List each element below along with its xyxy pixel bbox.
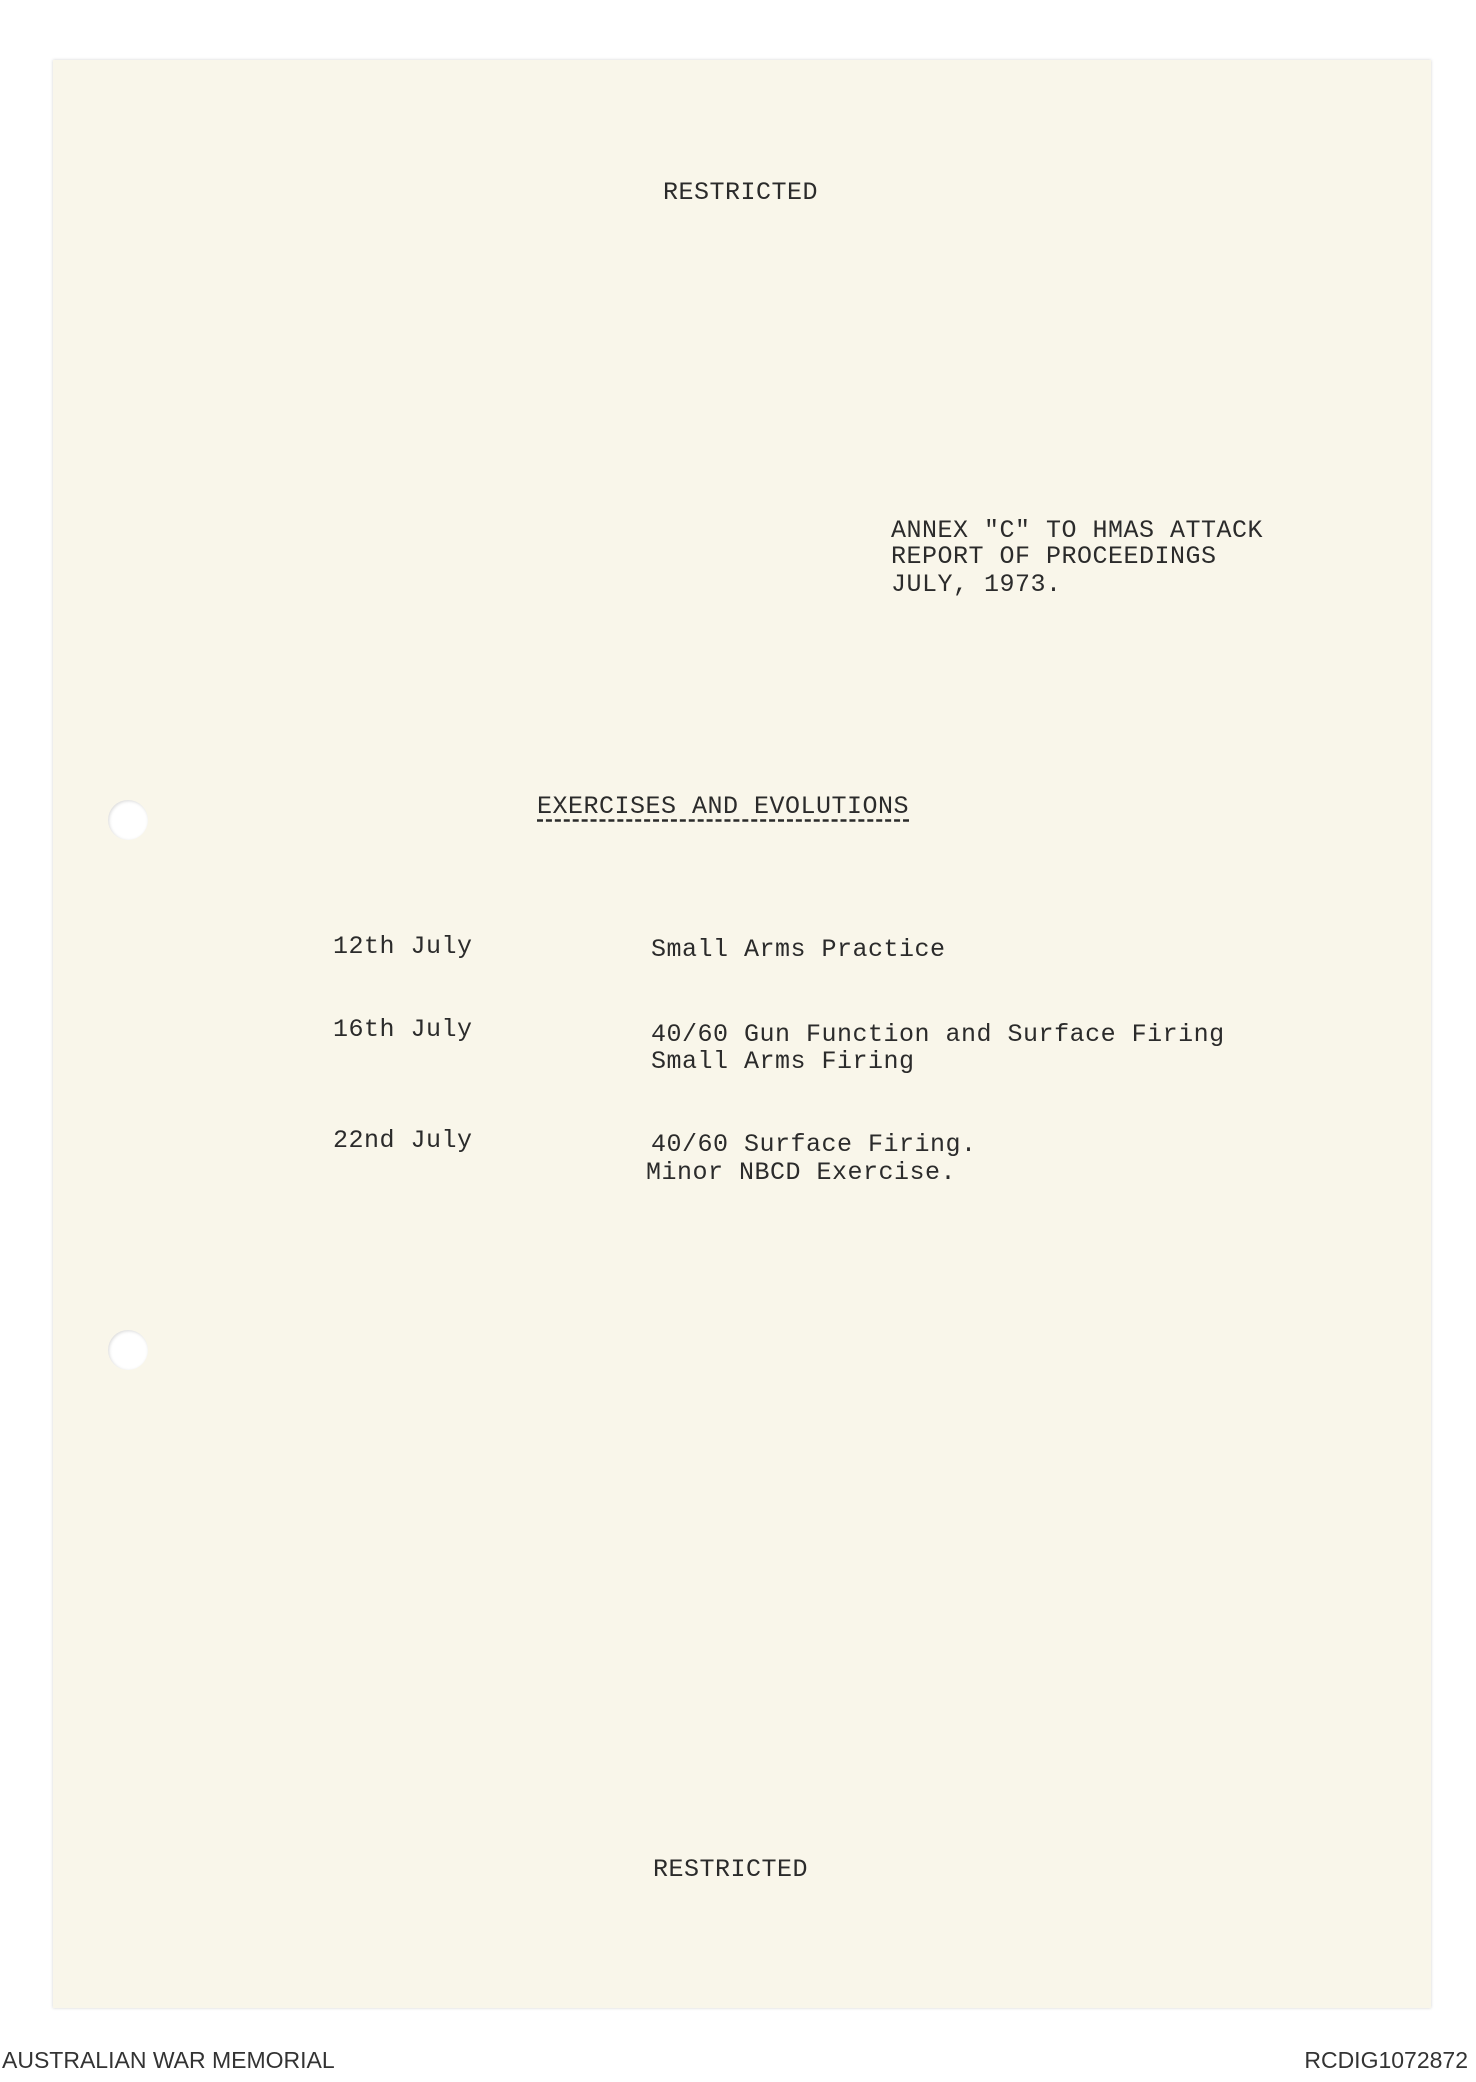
annex-line: ANNEX "C" TO HMAS ATTACK (891, 516, 1264, 545)
entry-activity: Minor NBCD Exercise. (646, 1158, 957, 1187)
section-heading: EXERCISES AND EVOLUTIONS (537, 792, 910, 821)
entry-date: 12th July (333, 932, 473, 961)
entry-activity: Small Arms Practice (651, 935, 946, 964)
entry-activity: 40/60 Gun Function and Surface Firing (651, 1020, 1225, 1049)
annex-line: JULY, 1973. (891, 570, 1062, 599)
punch-hole-bottom (108, 1330, 148, 1370)
footer-record-id: RCDIG1072872 (1304, 2047, 1468, 2073)
entry-date: 16th July (333, 1015, 473, 1044)
classification-bottom: RESTRICTED (653, 1855, 809, 1884)
entry-date: 22nd July (333, 1126, 473, 1155)
entry-activity: 40/60 Surface Firing. (651, 1130, 977, 1159)
annex-line: REPORT OF PROCEEDINGS (891, 542, 1217, 571)
entry-activity: Small Arms Firing (651, 1047, 915, 1076)
punch-hole-top (108, 800, 148, 840)
footer-institution: AUSTRALIAN WAR MEMORIAL (2, 2047, 335, 2073)
classification-top: RESTRICTED (663, 178, 819, 207)
